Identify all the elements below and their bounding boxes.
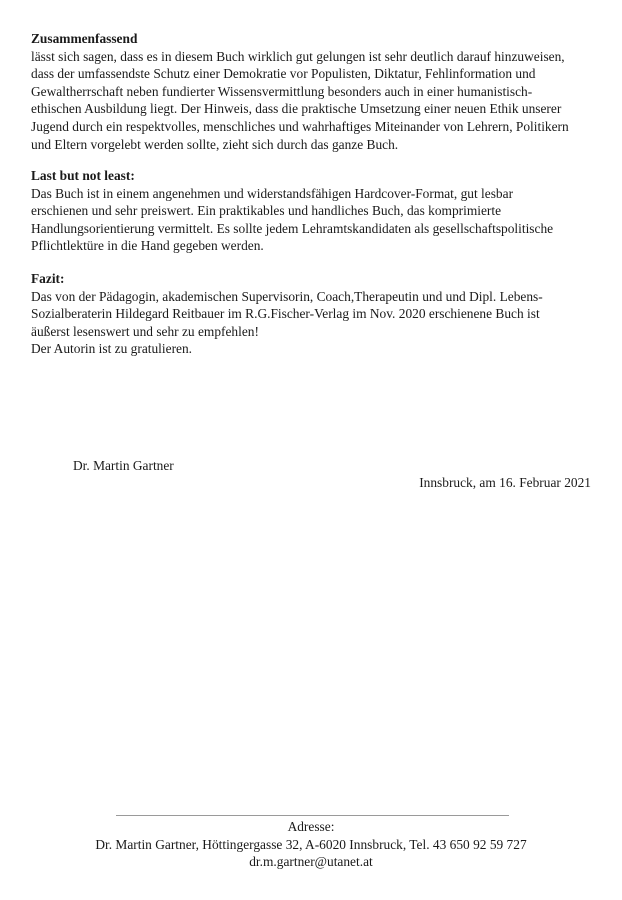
paragraph-line: Das von der Pädagogin, akademischen Supervisorin, Coach,Therapeutin und und Dipl. Lebens- [31,288,543,304]
footer-address-block [0,818,622,871]
section-heading: Last but not least: [31,168,135,183]
paragraph-line: Das Buch ist in einem angenehmen und widerstandsfähigen Hardcover-Format, gut lesbar [31,185,514,201]
section-fazit [31,270,599,358]
signature-name: Dr. Martin Gartner [73,458,174,473]
section-zusammenfassend [31,30,599,153]
paragraph-line: Jugend durch ein respektvolles, menschliches und wahrhaftiges Miteinander von Lehrern, Politikern [31,118,569,134]
paragraph-line: Sozialberaterin Hildegard Reitbauer im R.G.Fischer-Verlag im Nov. 2020 erschienene Buch ist [31,306,540,322]
section-heading: Fazit: [31,271,65,286]
paragraph-line: dass der umfassendste Schutz einer Demokratie vor Populisten, Diktatur, Fehlinformation und [31,66,536,82]
paragraph-line: erschienen und sehr preiswert. Ein praktikables und handliches Buch, das komprimierte [31,203,502,219]
footer-divider [116,815,509,816]
paragraph-line: und Eltern vorgelebt werden sollte, zieht sich durch das ganze Buch. [31,136,399,152]
footer-email: dr.m.gartner@utanet.at [249,854,373,870]
paragraph-line: Handlungsorientierung vermittelt. Es sollte jedem Lehramtskandidaten als gesellschaftspolitische [31,220,554,236]
place-and-date: Innsbruck, am 16. Februar 2021 [419,475,591,490]
section-last-but-not-least [31,167,599,255]
paragraph-line: lässt sich sagen, dass es in diesem Buch wirklich gut gelungen ist sehr deutlich darauf hinzuweisen, [31,48,565,64]
footer-label: Adresse: [287,819,335,834]
paragraph-line: Gewaltherrschaft neben fundierter Wissensvermittlung besonders auch in einer humanistisch- [31,83,533,99]
section-heading: Zusammenfassend [31,31,138,46]
footer-address: Dr. Martin Gartner, Höttingergasse 32, A-6020 Innsbruck, Tel. 43 650 92 59 727 [95,836,527,852]
paragraph-line: ethischen Ausbildung liegt. Der Hinweis, dass die praktische Umsetzung einer neuen Ethik unserer [31,101,562,117]
paragraph-line: äußerst lesenswert und sehr zu empfehlen! [31,323,259,339]
paragraph-line: Pflichtlektüre in die Hand gegeben werden. [31,238,264,254]
paragraph-line: Der Autorin ist zu gratulieren. [31,341,193,357]
